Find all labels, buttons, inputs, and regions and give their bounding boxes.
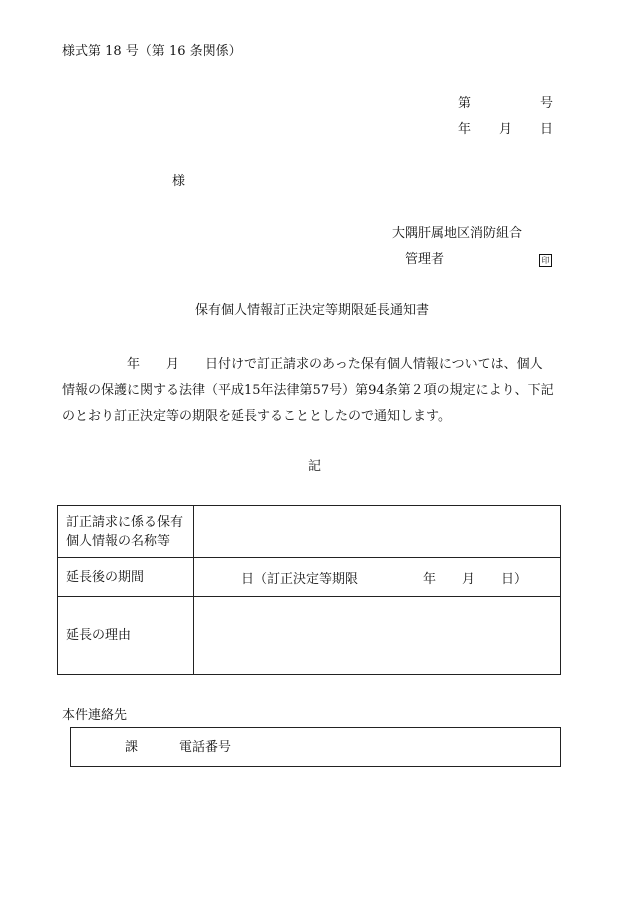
body-line-3: のとおり訂正決定等の期限を延長することとしたので通知します。 xyxy=(62,409,451,424)
document-title: 保有個人情報訂正決定等期限延長通知書 xyxy=(195,303,430,318)
contact-phone-label: 電話番号 xyxy=(179,740,232,755)
body-line-2: 情報の保護に関する法律（平成15年法律第57号）第94条第２項の規定により、下記 xyxy=(62,383,554,398)
row-label-record-name xyxy=(58,506,194,558)
row-value-record-name[interactable] xyxy=(194,506,561,558)
details-table xyxy=(57,505,561,675)
ki-heading: 記 xyxy=(308,459,322,474)
body-line-1: 年 月 日付けで訂正請求のあった保有個人情報については、個人 xyxy=(62,357,543,372)
contact-box xyxy=(70,727,561,767)
table-row xyxy=(58,506,561,558)
table-row xyxy=(58,597,561,675)
number-dai: 第 xyxy=(458,96,472,111)
addressee-suffix: 様 xyxy=(172,174,186,189)
sender-title: 管理者 xyxy=(405,252,445,267)
row-label-line: 個人情報の名称等 xyxy=(66,533,171,549)
table-row xyxy=(58,558,561,597)
date-year: 年 xyxy=(458,122,472,137)
row-label-line: 訂正請求に係る保有 xyxy=(66,514,184,530)
row-value-reason[interactable] xyxy=(194,597,561,675)
row-value-extended-period[interactable]: 日（訂正決定等期限 年 月 日） xyxy=(194,558,561,597)
row-label-extended-period: 延長後の期間 xyxy=(58,558,194,597)
body-text xyxy=(62,352,582,430)
row-label-reason: 延長の理由 xyxy=(58,597,194,675)
sender-organization: 大隅肝属地区消防組合 xyxy=(392,226,523,241)
date-day: 日 xyxy=(540,122,554,137)
seal-mark: 印 xyxy=(539,254,552,267)
date-month: 月 xyxy=(499,122,513,137)
contact-heading: 本件連絡先 xyxy=(62,708,128,723)
number-go: 号 xyxy=(540,96,554,111)
contact-dept-suffix: 課 xyxy=(125,740,139,755)
form-number: 様式第 18 号（第 16 条関係） xyxy=(62,44,242,59)
